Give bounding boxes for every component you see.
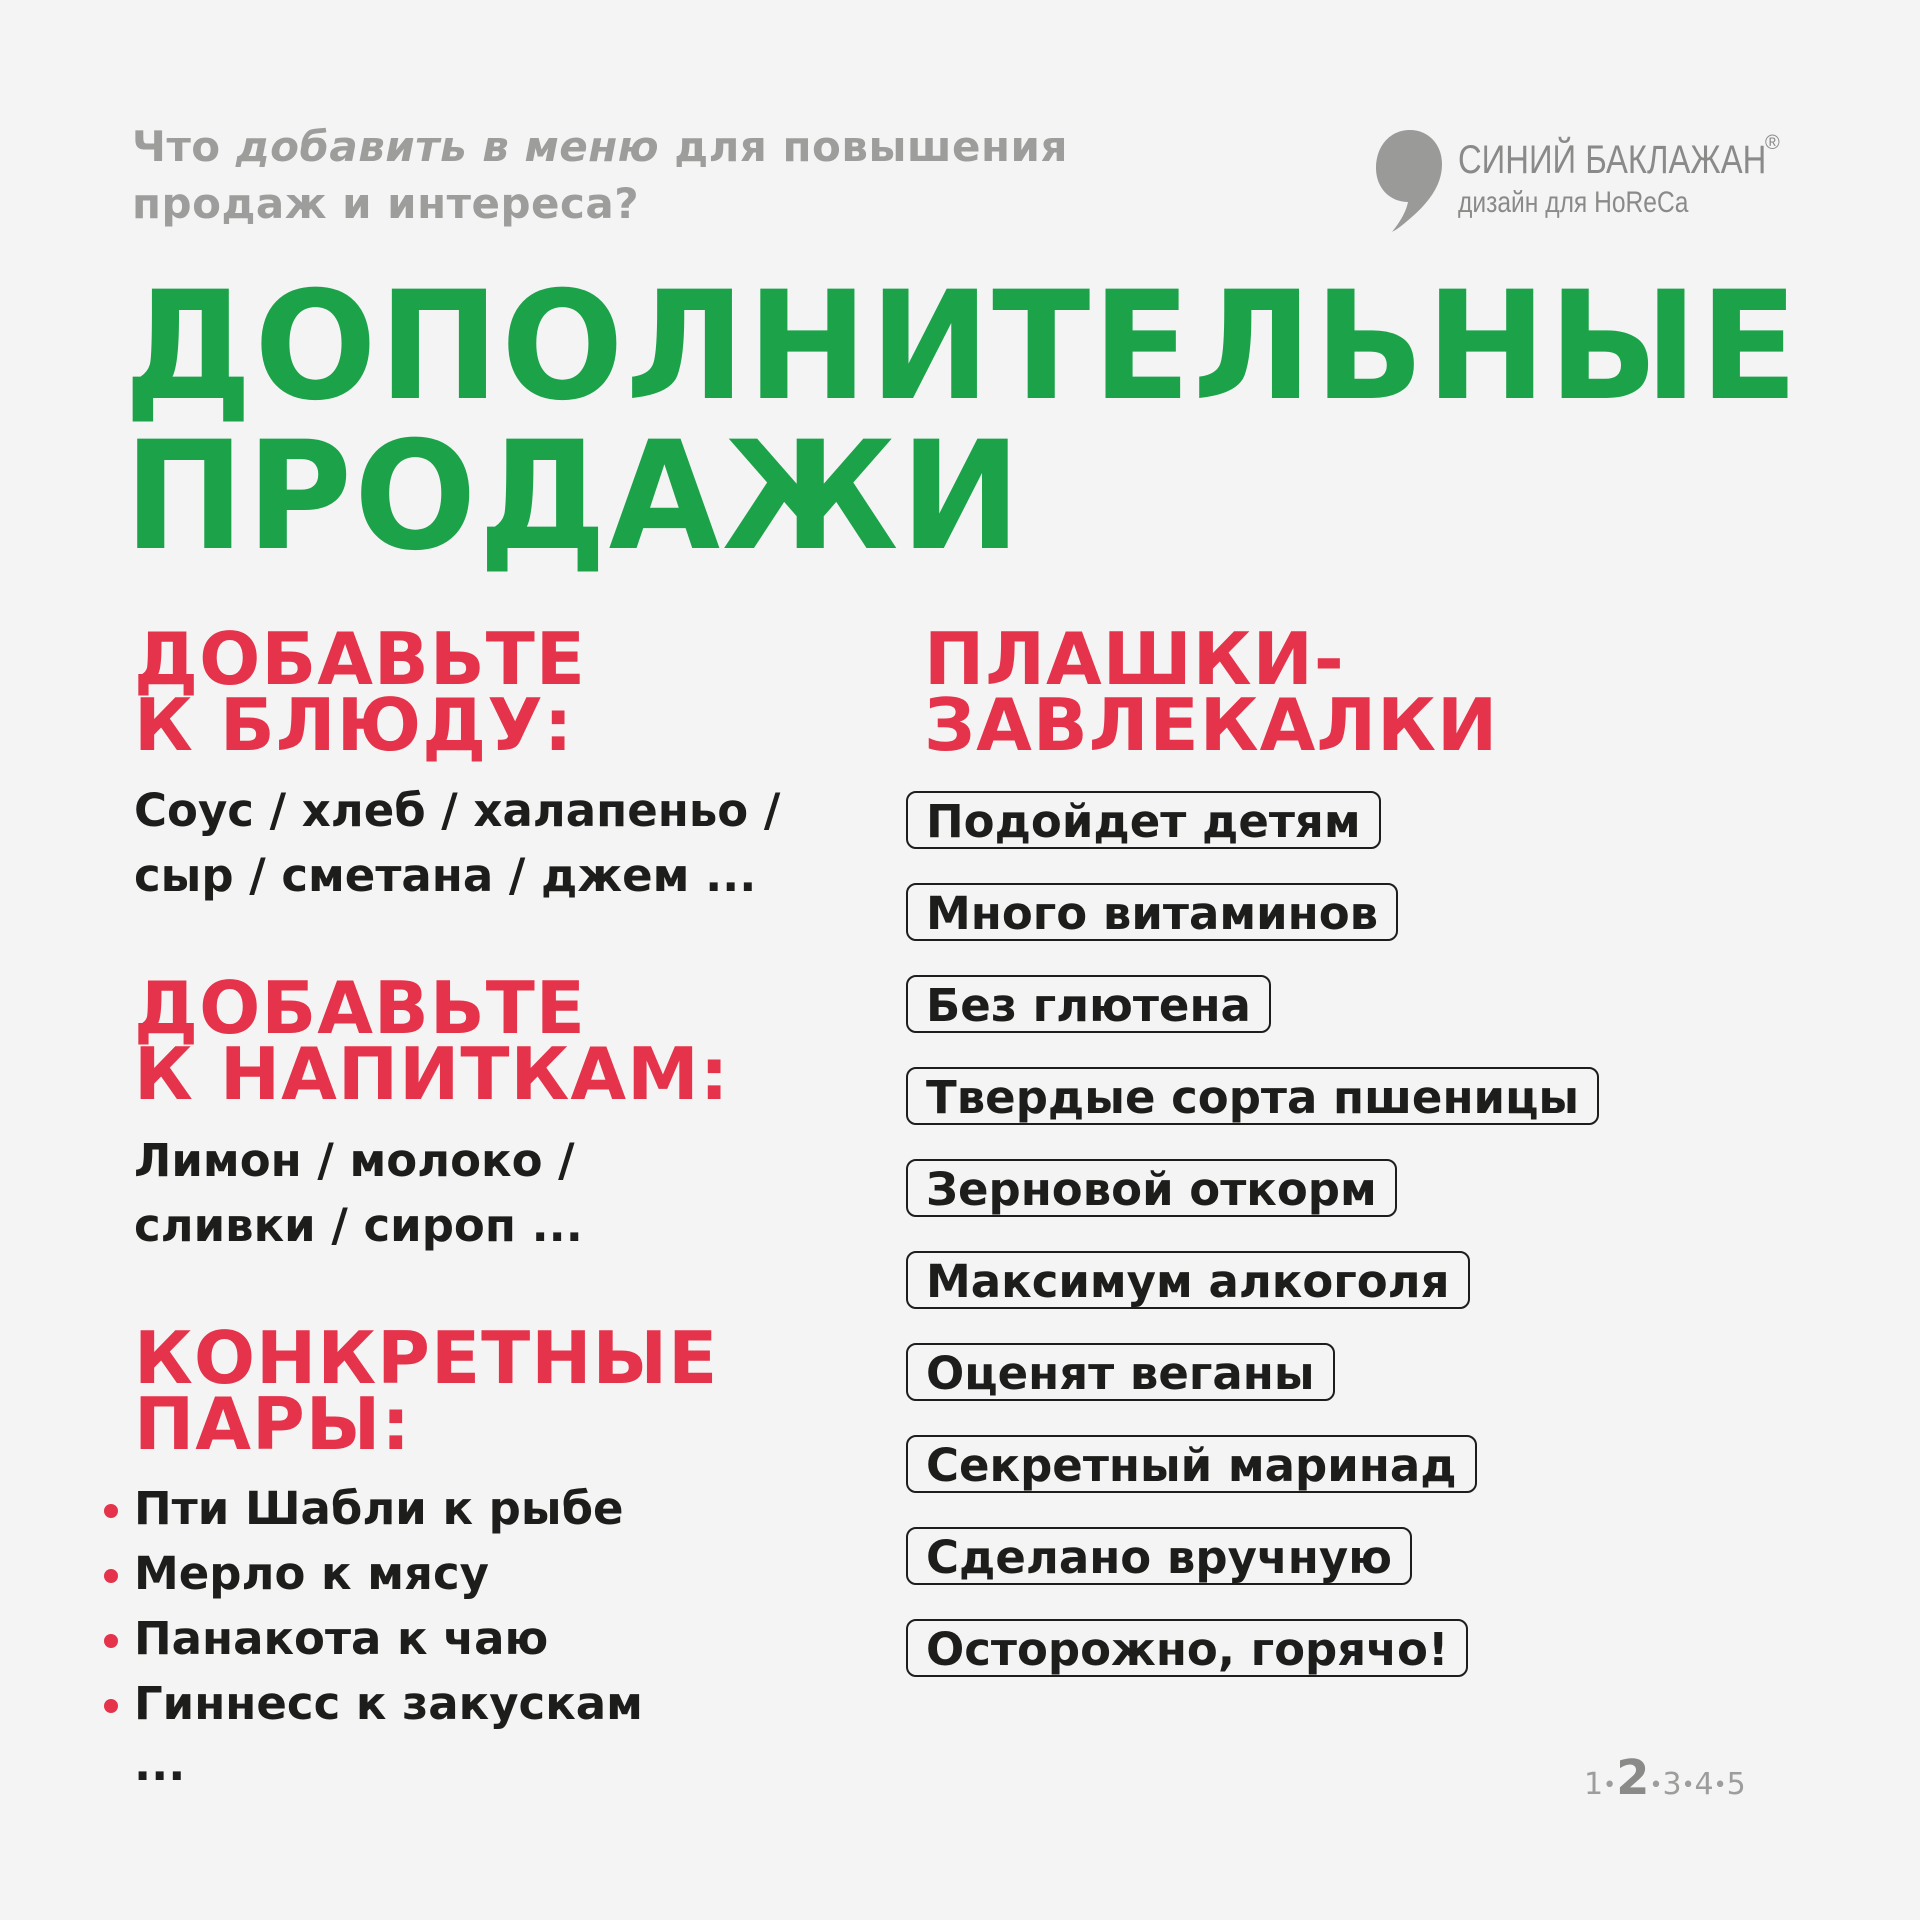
logo-name: СИНИЙ БАКЛАЖАН	[1458, 138, 1767, 182]
bullet-dot-icon	[104, 1569, 118, 1583]
headline-line-1: ДОПОЛНИТЕЛЬНЫЕ	[124, 260, 1800, 434]
subtitle-emphasis: добавить в меню	[235, 122, 660, 171]
badge-item: Подойдет детям	[906, 791, 1381, 849]
badge-item: Оценят веганы	[906, 1343, 1335, 1401]
page-number: 3	[1662, 1767, 1682, 1802]
pairs-list	[134, 1476, 643, 1736]
bullet-dot-icon	[104, 1634, 118, 1648]
drinks-section-text: Лимон / молоко / сливки / сироп ...	[134, 1134, 583, 1252]
badges-section-title: ПЛАШКИ- ЗАВЛЕКАЛКИ	[924, 617, 1499, 767]
list-item: Пти Шабли к рыбе	[134, 1476, 643, 1541]
badge-item: Максимум алкоголя	[906, 1251, 1470, 1309]
badge-item: Осторожно, горячо!	[906, 1619, 1468, 1677]
headline-line-2: ПРОДАЖИ	[124, 410, 1023, 584]
page-number: 4	[1694, 1767, 1714, 1802]
badge-item: Твердые сорта пшеницы	[906, 1067, 1599, 1125]
page-number: 1	[1584, 1767, 1604, 1802]
dish-section-title: ДОБАВЬТЕ К БЛЮДУ:	[134, 617, 586, 767]
list-item: Гиннесс к закускам	[134, 1671, 643, 1736]
brand-logo	[1370, 126, 1790, 236]
bullet-dot-icon	[104, 1504, 118, 1518]
registered-mark: ®	[1765, 132, 1780, 154]
bullet-dot-icon	[104, 1699, 118, 1713]
list-item: Панакота к чаю	[134, 1606, 643, 1671]
badge-item: Много витаминов	[906, 883, 1398, 941]
subtitle-line-2: продаж и интереса?	[132, 179, 640, 228]
badge-item: Без глютена	[906, 975, 1271, 1033]
page-indicator: 1•2•3•4•5	[1584, 1750, 1746, 1806]
subtitle	[132, 118, 1068, 232]
pairs-ellipsis: ...	[134, 1738, 186, 1791]
logo-tagline: дизайн для HoReCa	[1458, 186, 1689, 219]
badge-item: Зерновой откорм	[906, 1159, 1397, 1217]
headline	[124, 260, 1869, 584]
pairs-section-title: КОНКРЕТНЫЕ ПАРЫ:	[134, 1316, 719, 1466]
badge-item: Секретный маринад	[906, 1435, 1477, 1493]
dish-section-text: Соус / хлеб / халапеньо / сыр / сметана / джем ...	[134, 784, 781, 902]
drinks-section-title: ДОБАВЬТЕ К НАПИТКАМ:	[134, 966, 730, 1116]
current-page-number: 2	[1616, 1750, 1650, 1806]
page-number: 5	[1726, 1767, 1746, 1802]
subtitle-line-1: Что добавить в меню для повышения	[132, 122, 1068, 171]
list-item: Мерло к мясу	[134, 1541, 643, 1606]
eggplant-comma-icon	[1370, 126, 1450, 236]
badge-item: Сделано вручную	[906, 1527, 1412, 1585]
